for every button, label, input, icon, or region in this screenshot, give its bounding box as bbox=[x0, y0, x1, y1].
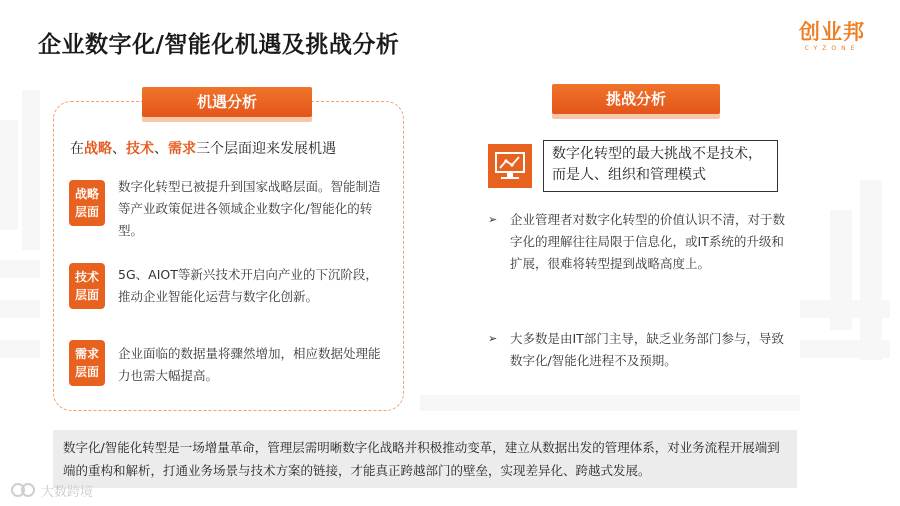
intro-keyword-tech: 技术 bbox=[126, 141, 154, 157]
arrow-bullet-icon: ➢ bbox=[488, 332, 498, 345]
challenge-headline: 数字化转型的最大挑战不是技术，而是人、组织和管理模式 bbox=[543, 140, 778, 192]
opportunity-intro bbox=[70, 138, 336, 158]
page-title: 企业数字化/智能化机遇及挑战分析 bbox=[38, 32, 400, 58]
intro-keyword-demand: 需求 bbox=[168, 141, 196, 157]
badge-line: 层面 bbox=[74, 288, 99, 302]
intro-suffix: 三个层面迎来发展机遇 bbox=[196, 141, 336, 157]
badge-line: 技术 bbox=[74, 270, 99, 284]
strategy-level-badge bbox=[69, 180, 105, 226]
badge-line: 需求 bbox=[74, 347, 99, 361]
watermark bbox=[10, 480, 93, 500]
demand-level-badge bbox=[69, 340, 105, 386]
demand-level-text: 企业面临的数据量将骤然增加，相应数据处理能力也需大幅提高。 bbox=[118, 346, 381, 383]
challenge-bullet bbox=[488, 209, 788, 275]
challenge-bullet bbox=[488, 328, 788, 372]
tech-level-text: 5G、AIOT等新兴技术开启向产业的下沉阶段，推动企业智能化运营与数字化创新。 bbox=[118, 267, 378, 304]
brand-logo bbox=[792, 20, 872, 52]
watermark-text: 大数跨境 bbox=[41, 484, 94, 500]
intro-keyword-strategy: 战略 bbox=[84, 141, 112, 157]
badge-line: 战略 bbox=[74, 187, 99, 201]
logo-subtext: CYZONE bbox=[804, 45, 860, 52]
badge-line: 层面 bbox=[74, 205, 99, 219]
bullet-text: 企业管理者对数字化转型的价值认识不清，对于数字化的理解往往局限于信息化，或IT系统的升级和扩展，很难将转型提到战略高度上。 bbox=[510, 212, 786, 271]
watermark-logo-icon bbox=[10, 480, 36, 500]
summary-box: 数字化/智能化转型是一场增量革命，管理层需明晰数字化战略并积极推动变革，建立从数据出发的管理体系，对业务流程开展端到端的重构和解析，打通业务场景与技术方案的链接，才能真正跨越部门的壁垒，实现差异化、跨越式发展。 bbox=[53, 430, 797, 488]
bullet-text: 大多数是由IT部门主导，缺乏业务部门参与，导致数字化/智能化进程不及预期。 bbox=[510, 331, 784, 368]
logo-text: 创业邦 bbox=[799, 20, 865, 44]
intro-separator: 、 bbox=[112, 141, 126, 157]
monitor-chart-icon bbox=[488, 144, 532, 188]
intro-prefix: 在 bbox=[70, 141, 84, 157]
opportunity-tag: 机遇分析 bbox=[142, 87, 312, 117]
badge-line: 层面 bbox=[74, 365, 99, 379]
tech-level-badge bbox=[69, 263, 105, 309]
arrow-bullet-icon: ➢ bbox=[488, 213, 498, 226]
intro-separator: 、 bbox=[154, 141, 168, 157]
challenge-tag: 挑战分析 bbox=[552, 84, 720, 114]
strategy-level-text: 数字化转型已被提升到国家战略层面。智能制造等产业政策促进各领域企业数字化/智能化的转型。 bbox=[118, 179, 381, 238]
